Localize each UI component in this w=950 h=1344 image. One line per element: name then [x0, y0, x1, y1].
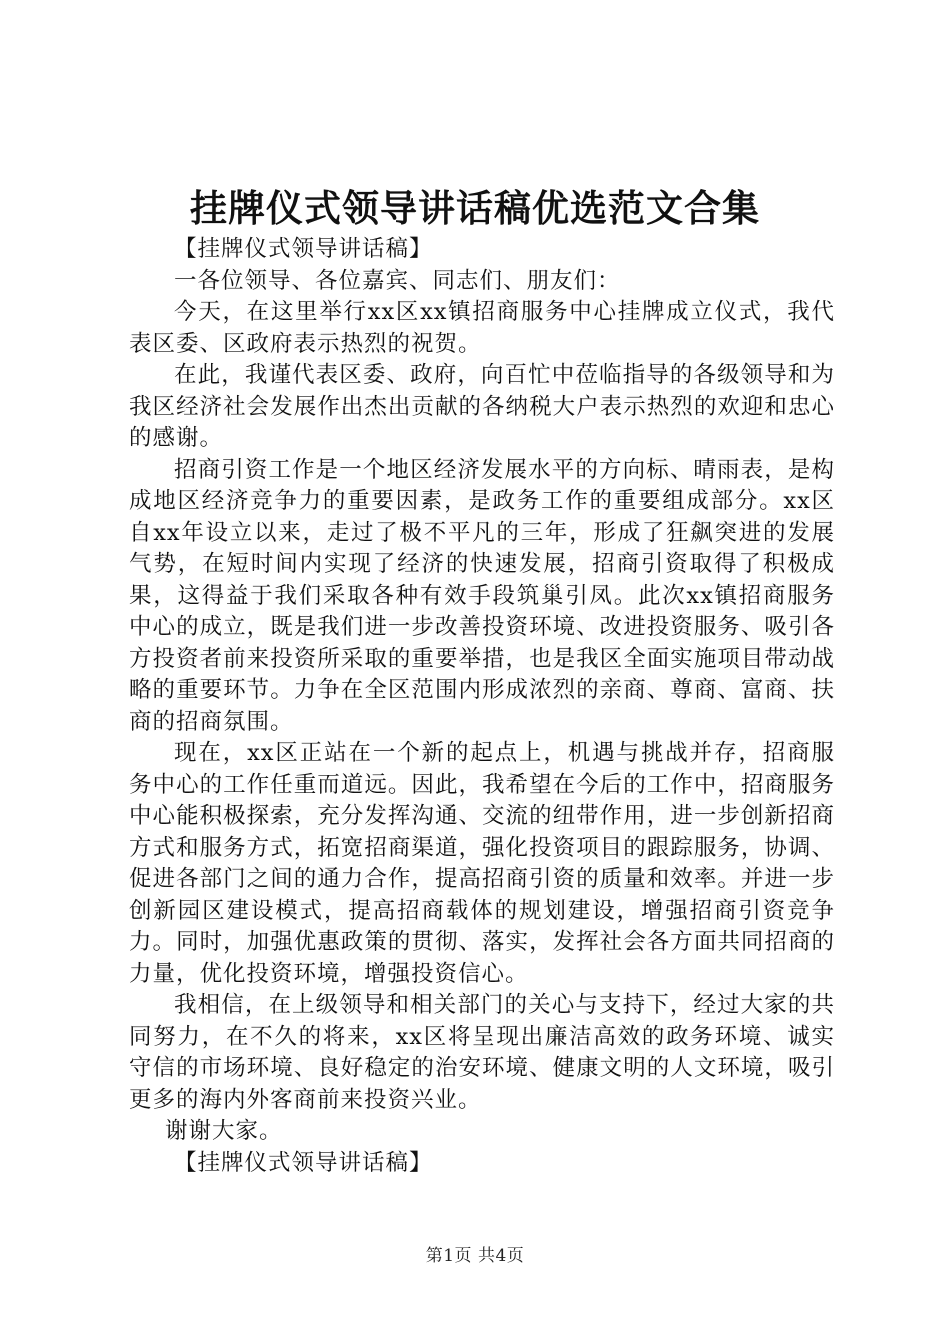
paragraph: 在此，我谨代表区委、政府，向百忙中莅临指导的各级领导和为我区经济社会发展作出杰出贡献的各纳税大户表示热烈的欢迎和忠心的感谢。 — [129, 362, 835, 451]
paragraph: 招商引资工作是一个地区经济发展水平的方向标、晴雨表，是构成地区经济竞争力的重要因素，是政务工作的重要组成部分。xx区自xx年设立以来，走过了极不平凡的三年，形成了狂飙突进的发展气势，在短时间内实现了经济的快速发展，招商引资取得了积极成果，这得益于我们采取各种有效手段筑巢引凤。此次xx镇招商服务中心的成立，既是我们进一步改善投资环境、改进投资服务、吸引各方投资者前来投资所采取的重要举措，也是我区全面实施项目带动战略的重要环节。力争在全区范围内形成浓烈的亲商、尊商、富商、扶商的招商氛围。 — [129, 456, 835, 735]
section-heading: 【挂牌仪式领导讲话稿】 — [174, 236, 433, 262]
section-heading: 【挂牌仪式领导讲话稿】 — [174, 1149, 433, 1176]
page-number-footer: 第1页 共4页 — [425, 1246, 525, 1266]
closing-line: 谢谢大家。 — [165, 1118, 283, 1144]
document-title: 挂牌仪式领导讲话稿优选范文合集 — [190, 186, 760, 230]
paragraph: 今天，在这里举行xx区xx镇招商服务中心挂牌成立仪式，我代表区委、区政府表示热烈的祝贺。 — [129, 299, 835, 357]
salutation: 一各位领导、各位嘉宾、同志们、朋友们： — [174, 267, 621, 294]
document-body — [129, 234, 835, 1179]
paragraph: 我相信，在上级领导和相关部门的关心与支持下，经过大家的共同努力，在不久的将来，xx区将呈现出廉洁高效的政务环境、诚实守信的市场环境、良好稳定的治安环境、健康文明的人文环境，吸引更多的海内外客商前来投资兴业。 — [129, 992, 835, 1113]
paragraph: 现在，xx区正站在一个新的起点上，机遇与挑战并存，招商服务中心的工作任重而道远。因此，我希望在今后的工作中，招商服务中心能积极探索，充分发挥沟通、交流的纽带作用，进一步创新招商方式和服务方式，拓宽招商渠道，强化投资项目的跟踪服务，协调、促进各部门之间的通力合作，提高招商引资的质量和效率。并进一步创新园区建设模式，提高招商载体的规划建设，增强招商引资竞争力。同时，加强优惠政策的贯彻、落实，发挥社会各方面共同招商的力量，优化投资环境，增强投资信心。 — [129, 740, 835, 987]
